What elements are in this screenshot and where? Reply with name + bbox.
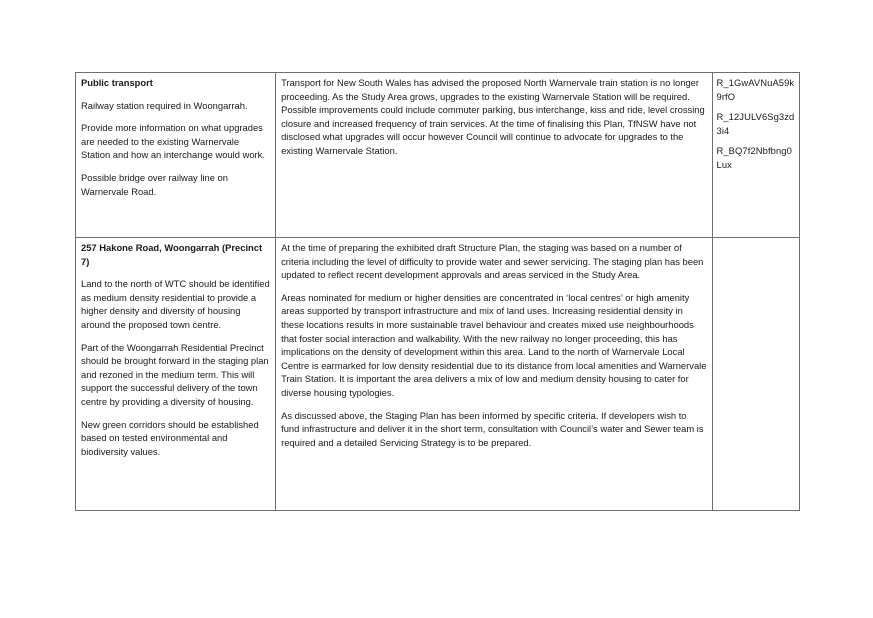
table-row — [76, 238, 800, 511]
response-cell — [276, 73, 712, 238]
response-paragraph: At the time of preparing the exhibited draft Structure Plan, the staging was based on a number of criteria including the level of difficulty to provide water and sewer servicing. The staging plan has been updated to reflect recent development approvals and areas serviced in the Study Area. — [281, 242, 704, 281]
topic-paragraph: Part of the Woongarrah Residential Precinct should be brought forward in the staging plan and rezoned in the medium term. This will support the successful delivery of the town centre by providing a diversity of housing. — [81, 341, 269, 407]
topic-paragraph: New green corridors should be established based on tested environmental and biodiversity values. — [81, 418, 259, 457]
topic-paragraph: Provide more information on what upgrades are needed to the existing Warnervale Station and how an interchange would work. — [81, 122, 265, 161]
submissions-table — [75, 72, 800, 511]
topic-paragraph: Land to the north of WTC should be identified as medium density residential to provide a higher density and diversity of housing around the proposed town centre. — [81, 278, 270, 330]
submission-reference: R_12JULV6Sg3zd3i4 — [716, 111, 795, 136]
table-row — [76, 73, 800, 238]
topic-paragraph: Railway station required in Woongarrah. — [81, 99, 248, 111]
response-cell — [276, 238, 712, 511]
submission-reference: R_BQ7f2Nbfbng0Lux — [716, 145, 792, 170]
submission-reference: R_1GwAVNuA59k9rfO — [716, 77, 795, 102]
topic-heading: Public transport — [81, 77, 153, 88]
topic-heading: 257 Hakone Road, Woongarrah (Precinct 7) — [81, 242, 263, 267]
reference-cell — [712, 73, 800, 238]
response-paragraph: Transport for New South Wales has advised the proposed North Warnervale train station is no longer proceeding. As the Study Area grows, upgrades to the existing Warnervale Station will be required. Possible improvements could include commuter parking, bus interchange, kiss and ride, level crossing closure and increased frequency of train services. At the time of finalising this Plan, TfNSW have not disclosed what upgrades will occur however Council will continue to advocate for upgrades to the existing Warnervale Station. — [281, 77, 705, 156]
response-paragraph: As discussed above, the Staging Plan has been informed by specific criteria. If developers wish to fund infrastructure and deliver it in the short term, consultation with Council’s water and Sewer team is required and a detailed Servicing Strategy is to be prepared. — [281, 409, 704, 448]
topic-cell — [76, 73, 276, 238]
topic-paragraph: Possible bridge over railway line on Warnervale Road. — [81, 171, 228, 197]
topic-cell — [76, 238, 276, 511]
reference-cell — [712, 238, 800, 511]
response-paragraph: Areas nominated for medium or higher densities are concentrated in ‘local centres’ or high amenity areas supported by transport infrastructure and mix of land uses. Increasing residential density in these locations results in more sustainable travel behaviour and creates mixed use neighbourhoods that foster social interaction and walkability. With the new railway no longer proceeding, this has implications on the density of development within this area. Land to the north of Warnervale Local Centre is earmarked for low density residential due to its distance from local amenities and Warnervale Train Station. It is important the area delivers a mix of low and medium density housing to cater for diverse housing typologies. — [281, 291, 707, 398]
